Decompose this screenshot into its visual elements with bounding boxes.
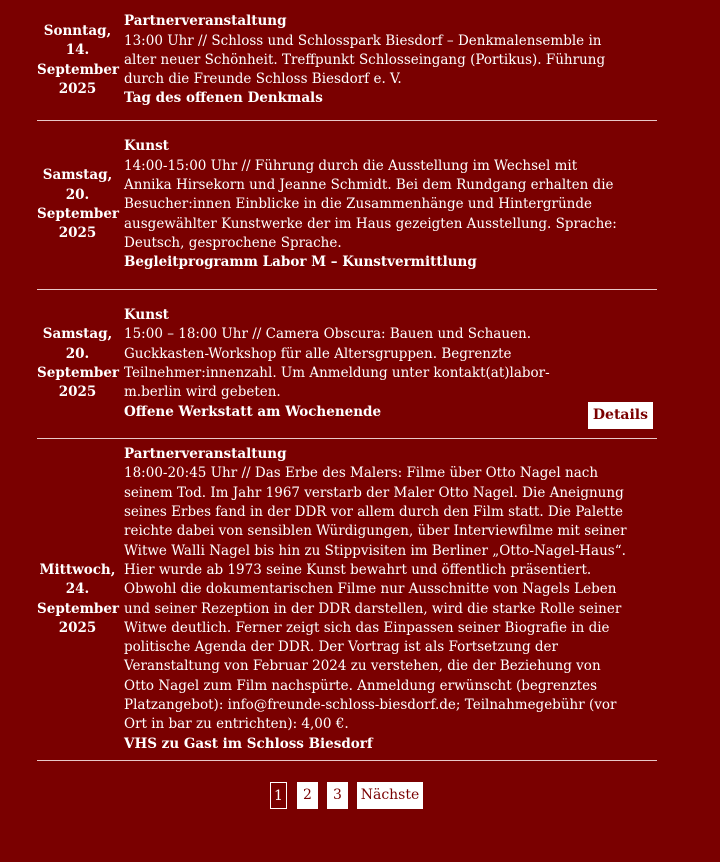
- date-year: 2025: [58, 619, 97, 636]
- date-year: 2025: [58, 384, 97, 401]
- event-item: [37, 439, 657, 761]
- event-content: [124, 306, 554, 422]
- event-content: [124, 12, 629, 108]
- date-month: September: [37, 206, 120, 222]
- event-description: 14:00-15:00 Uhr // Führung durch die Ausstellung im Wechsel mit Annika Hirsekorn und Jeanne Schmidt. Bei dem Rundgang erhalten die Besucher:innen Einblicke in die Zusammenhänge und Hintergründe ausgewählter Kunstwerke der im Haus gezeigten Ausstellung. Sprache: Deutsch, gesprochene Sprache.: [124, 157, 617, 251]
- date-weekday: Samstag,: [42, 326, 113, 343]
- date-weekday: Samstag,: [42, 167, 113, 184]
- event-series-link[interactable]: Begleitprogramm Labor M – Kunstvermittlung: [124, 254, 477, 271]
- date-day: 24.: [65, 581, 90, 598]
- details-button[interactable]: Details: [588, 402, 653, 429]
- date-weekday: Mittwoch,: [39, 561, 116, 578]
- page-3-button[interactable]: 3: [327, 782, 348, 809]
- date-year: 2025: [58, 225, 97, 242]
- event-list: [37, 0, 657, 761]
- event-category: Kunst: [124, 138, 169, 155]
- event-date: [37, 325, 118, 402]
- next-page-button[interactable]: Nächste: [357, 782, 423, 809]
- date-day: 20.: [65, 186, 90, 203]
- event-category: Partnerveranstaltung: [124, 13, 287, 30]
- page-1-current[interactable]: 1: [270, 782, 287, 809]
- date-day: 14.: [65, 42, 90, 59]
- event-date: [37, 22, 118, 99]
- event-description: 18:00-20:45 Uhr // Das Erbe des Malers: Filme über Otto Nagel nach seinem Tod. Im Jahr 1967 verstarb der Maler Otto Nagel. Die Aneignung seines Erbes fand in der DDR vor allem durch den Film statt. Die Palette reichte dabei von sensiblen Würdigungen, über Interviewfilme mit seiner Witwe Walli Nagel bis hin zu Stippvisiten im Berliner „Otto-Nagel-Haus“. Hier wurde ab 1973 seine Kunst bewahrt und öffentlich präsentiert. Obwohl die dokumentarischen Filme nur Ausschnitte von Nagels Leben und seiner Rezeption in der DDR darstellen, wird die starke Rolle seiner Witwe deutlich. Ferner zeigt sich das Einpassen seiner Biografie in die politische Agenda der DDR. Der Vortrag ist als Fortsetzung der Veranstaltung von Februar 2024 zu verstehen, die der Beziehung von Otto Nagel zum Film nachspürte. Anmeldung erwünscht (begrenztes Platzangebot): info@freunde-schloss-biesdorf.de; Teilnahmegebühr (vor Ort in bar zu entrichten): 4,00 €.: [124, 465, 627, 733]
- date-day: 20.: [65, 345, 90, 362]
- event-item: [37, 0, 657, 121]
- event-content: [124, 137, 629, 272]
- event-category: Partnerveranstaltung: [124, 446, 287, 463]
- date-month: September: [37, 61, 120, 78]
- event-series-link[interactable]: Tag des offenen Denkmals: [124, 90, 323, 107]
- event-content: [124, 445, 629, 754]
- event-series-link[interactable]: VHS zu Gast im Schloss Biesdorf: [124, 735, 373, 752]
- event-description: 13:00 Uhr // Schloss und Schlosspark Biesdorf – Denkmalensemble in alter neuer Schönheit. Treffpunkt Schlosseingang (Portikus). Führung durch die Freunde Schloss Biesdorf e. V.: [124, 32, 606, 88]
- date-month: September: [37, 365, 120, 381]
- event-description: 15:00 – 18:00 Uhr // Camera Obscura: Bauen und Schauen. Guckkasten-Workshop für alle Altersgruppen. Begrenzte Teilnehmer:innenzahl. Um Anmeldung unter kontakt(at)labor-m.berlin wird gebeten.: [124, 326, 550, 401]
- date-weekday: Sonntag,: [43, 22, 112, 39]
- event-date: [37, 561, 118, 638]
- event-series-link[interactable]: Offene Werkstatt am Wochenende: [124, 403, 382, 420]
- event-item: [37, 121, 657, 290]
- page-2-button[interactable]: 2: [297, 782, 318, 809]
- pagination: [0, 782, 720, 810]
- event-item: [37, 290, 657, 439]
- date-month: September: [37, 600, 120, 617]
- event-category: Kunst: [124, 307, 169, 324]
- date-year: 2025: [58, 80, 97, 97]
- event-date: [37, 166, 118, 243]
